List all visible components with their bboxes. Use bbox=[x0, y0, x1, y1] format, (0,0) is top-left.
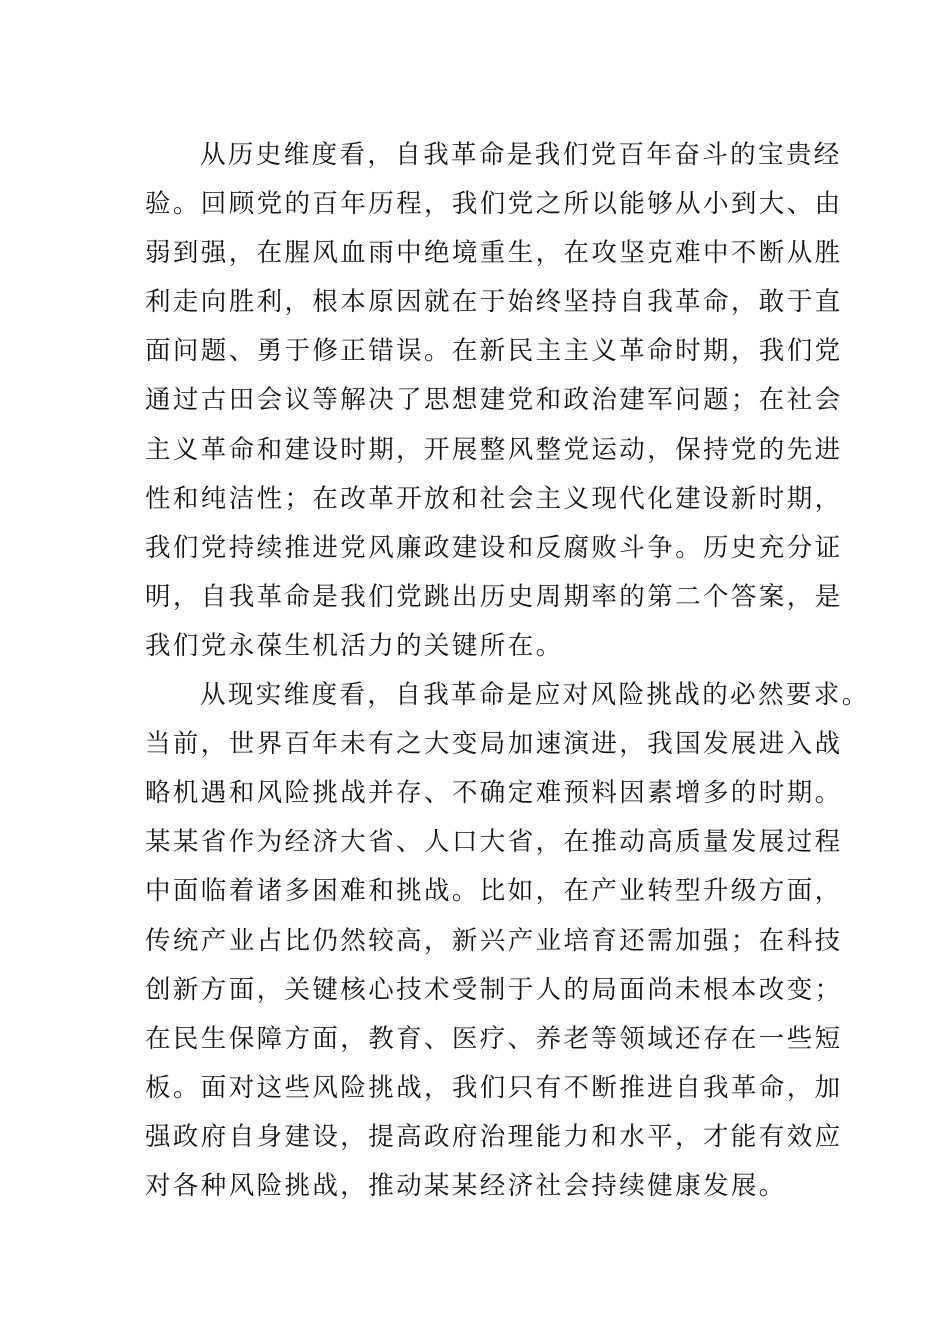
text-line: 对各种风险挑战，推动某某经济社会持续健康发展。 bbox=[145, 1170, 787, 1201]
text-line: 从现实维度看，自我革命是应对风险挑战的必然要求。 bbox=[200, 680, 870, 711]
text-line: 从历史维度看，自我革命是我们党百年奋斗的宝贵经 bbox=[200, 140, 842, 170]
text-line: 性和纯洁性；在改革开放和社会主义现代化建设新时期， bbox=[145, 483, 843, 514]
text-line: 验。回顾党的百年历程，我们党之所以能够从小到大、由 bbox=[145, 189, 843, 220]
text-line: 我们党永葆生机活力的关键所在。 bbox=[145, 630, 564, 661]
text-line: 板。面对这些风险挑战，我们只有不断推进自我革命，加 bbox=[145, 1072, 843, 1103]
text-line: 强政府自身建设，提高政府治理能力和水平，才能有效应 bbox=[145, 1121, 843, 1152]
text-line: 主义革命和建设时期，开展整风整党运动，保持党的先进 bbox=[145, 434, 843, 465]
text-line: 中面临着诸多困难和挑战。比如，在产业转型升级方面， bbox=[145, 876, 843, 907]
body-text bbox=[145, 131, 870, 1211]
text-line: 通过古田会议等解决了思想建党和政治建军问题；在社会 bbox=[145, 385, 843, 416]
text-line: 传统产业占比仍然较高，新兴产业培育还需加强；在科技 bbox=[145, 925, 843, 956]
text-line: 当前，世界百年未有之大变局加速演进，我国发展进入战 bbox=[145, 729, 843, 760]
text-line: 明，自我革命是我们党跳出历史周期率的第二个答案，是 bbox=[145, 581, 843, 612]
text-line: 略机遇和风险挑战并存、不确定难预料因素增多的时期。 bbox=[145, 778, 843, 809]
text-line: 面问题、勇于修正错误。在新民主主义革命时期，我们党 bbox=[145, 336, 843, 367]
text-line: 在民生保障方面，教育、医疗、养老等领域还存在一些短 bbox=[145, 1023, 843, 1054]
text-line: 我们党持续推进党风廉政建设和反腐败斗争。历史充分证 bbox=[145, 532, 843, 563]
text-line: 利走向胜利，根本原因就在于始终坚持自我革命，敢于直 bbox=[145, 287, 843, 318]
paragraph-historical-dimension bbox=[145, 131, 843, 671]
text-line: 创新方面，关键核心技术受制于人的局面尚未根本改变； bbox=[145, 974, 843, 1005]
text-line: 某某省作为经济大省、人口大省，在推动高质量发展过程 bbox=[145, 827, 843, 858]
text-line: 弱到强，在腥风血雨中绝境重生，在攻坚克难中不断从胜 bbox=[145, 238, 843, 269]
paragraph-realistic-dimension bbox=[145, 671, 870, 1211]
